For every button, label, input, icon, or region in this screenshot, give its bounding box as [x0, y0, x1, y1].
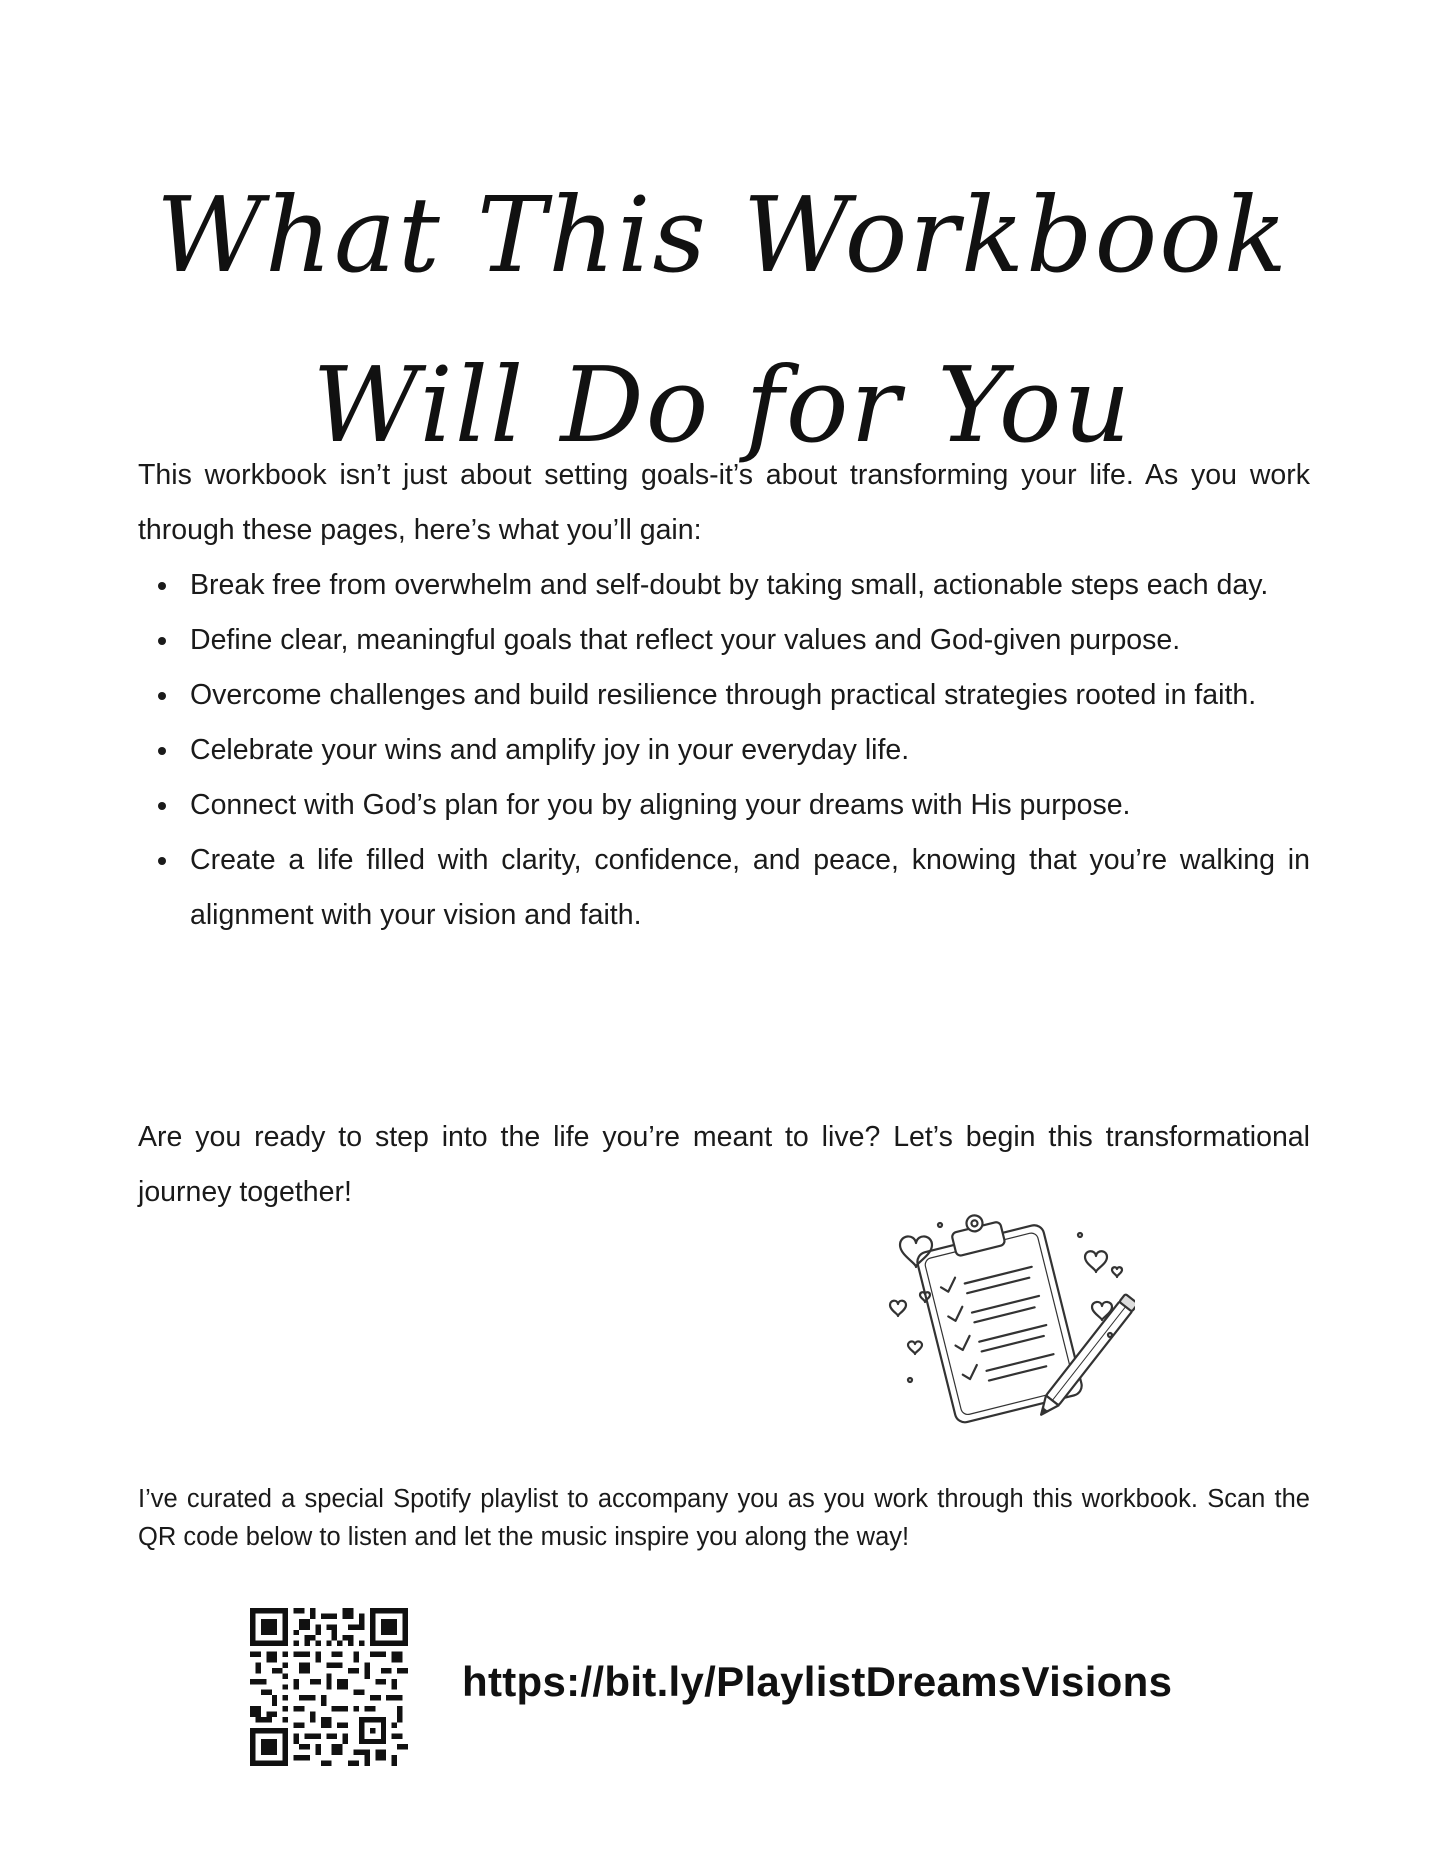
benefit-text: Connect with God’s plan for you by aligning your dreams with His purpose. [190, 789, 1131, 821]
qr-code-icon[interactable] [250, 1608, 408, 1766]
benefits-list [138, 558, 1310, 943]
clipboard-checklist-icon [880, 1195, 1135, 1450]
benefit-item [190, 613, 1310, 668]
benefit-item [190, 833, 1310, 943]
title-line-1: What This Workbook [156, 173, 1289, 296]
benefit-text: Overcome challenges and build resilience through practical strategies rooted in faith. [190, 679, 1257, 711]
bullet-dot [158, 637, 166, 645]
bullet-dot [158, 802, 166, 810]
page-title [0, 150, 1445, 490]
benefit-item [190, 723, 1310, 778]
benefit-item [190, 778, 1310, 833]
playlist-link[interactable]: https://bit.ly/PlaylistDreamsVisions [462, 1658, 1173, 1705]
benefit-text: Celebrate your wins and amplify joy in your everyday life. [190, 734, 910, 766]
benefit-text: Define clear, meaningful goals that reflect your values and God-given purpose. [190, 624, 1181, 656]
benefit-text: Create a life filled with clarity, confidence, and peace, knowing that you’re walking in alignment with your vision and faith. [190, 844, 1310, 931]
benefit-item [190, 558, 1310, 613]
benefit-text: Break free from overwhelm and self-doubt by taking small, actionable steps each day. [190, 569, 1269, 601]
bullet-dot [158, 747, 166, 755]
title-line-2: Will Do for You [312, 343, 1133, 466]
intro-paragraph: This workbook isn’t just about setting goals-it’s about transforming your life. As you work through these pages, here’s what you’ll gain: [138, 459, 1310, 546]
bullet-dot [158, 582, 166, 590]
closing-question: Are you ready to step into the life you’re meant to live? Let’s begin this transformational journey together! [138, 1121, 1310, 1208]
bullet-dot [158, 857, 166, 865]
playlist-note: I’ve curated a special Spotify playlist to accompany you as you work through this workbook. Scan the QR code below to listen and let the music inspire you along the way! [138, 1485, 1310, 1551]
bullet-dot [158, 692, 166, 700]
benefit-item [190, 668, 1310, 723]
